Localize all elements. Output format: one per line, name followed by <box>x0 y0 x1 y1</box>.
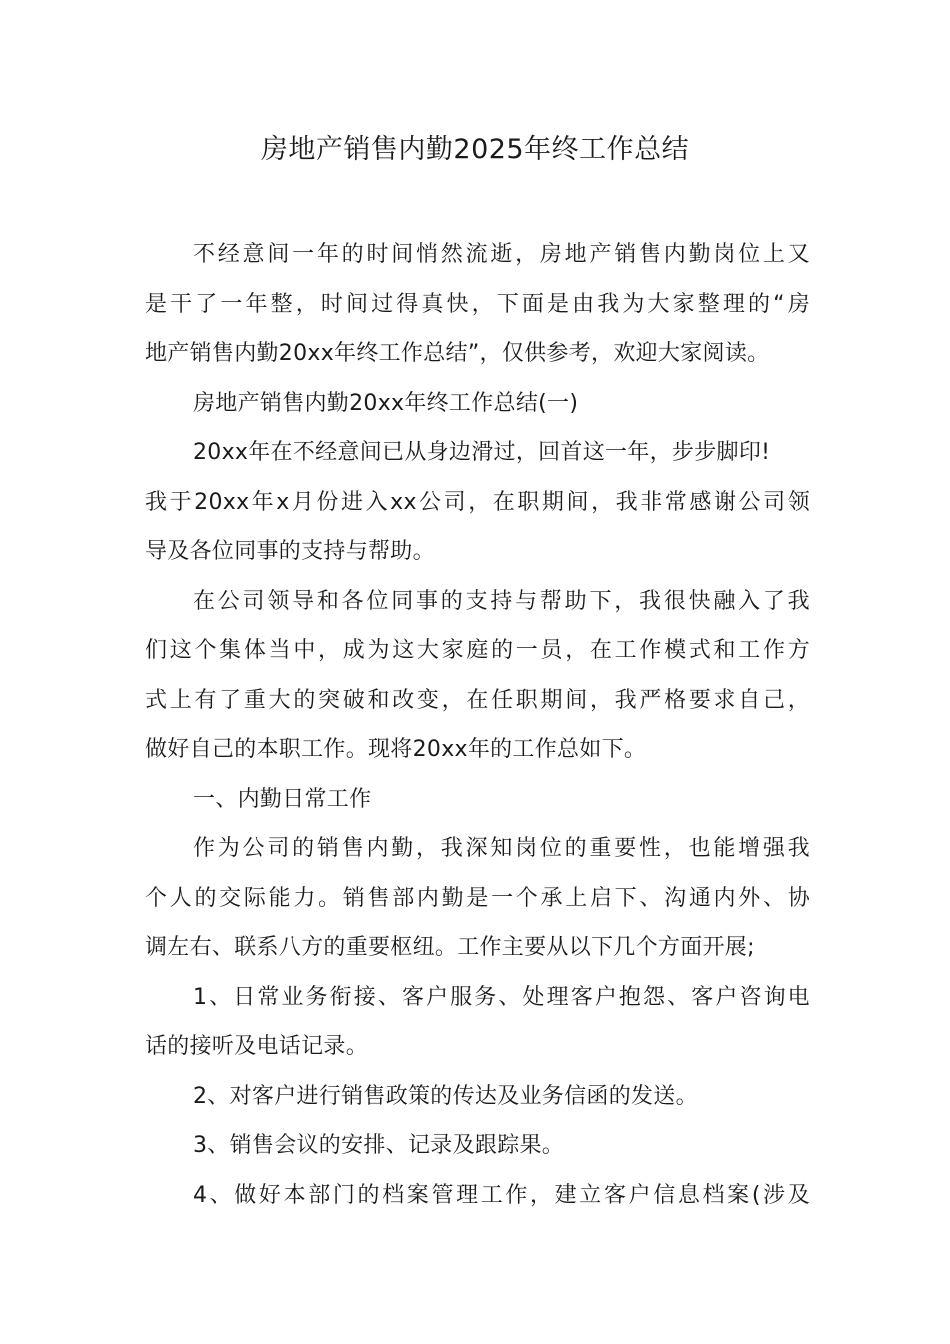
paragraph-line: 我于20xx年x月份进入xx公司，在职期间，我非常感谢公司领 <box>145 489 810 515</box>
paragraph-line: 调左右、联系八方的重要枢纽。工作主要从以下几个方面开展; <box>145 935 755 960</box>
paragraph-line: 个人的交际能力。销售部内勤是一个承上启下、沟通内外、协 <box>145 885 810 911</box>
list-item-line: 4、做好本部门的档案管理工作，建立客户信息档案(涉及 <box>193 1182 810 1208</box>
section-heading: 一、内勤日常工作 <box>193 786 372 812</box>
paragraph-line: 20xx年在不经意间已从身边滑过，回首这一年，步步脚印! <box>193 440 771 465</box>
paragraph-line: 是干了一年整，时间过得真快，下面是由我为大家整理的“房 <box>145 291 810 317</box>
paragraph-line: 在公司领导和各位同事的支持与帮助下，我很快融入了我 <box>193 588 810 614</box>
document-title: 房地产销售内勤2025年终工作总结 <box>260 134 690 165</box>
section-heading: 房地产销售内勤20xx年终工作总结(一) <box>193 390 579 416</box>
list-item-line: 2、对客户进行销售政策的传达及业务信函的发送。 <box>193 1083 698 1109</box>
list-item-line: 1、日常业务衔接、客户服务、处理客户抱怨、客户咨询电 <box>193 984 810 1010</box>
paragraph-line: 地产销售内勤20xx年终工作总结”，仅供参考，欢迎大家阅读。 <box>145 341 770 366</box>
paragraph-line: 导及各位同事的支持与帮助。 <box>145 539 435 564</box>
paragraph-line: 不经意间一年的时间悄然流逝，房地产销售内勤岗位上又 <box>193 242 810 267</box>
document-body <box>145 230 810 1220</box>
paragraph-line: 做好自己的本职工作。现将20xx年的工作总如下。 <box>145 737 647 762</box>
paragraph-line: 作为公司的销售内勤，我深知岗位的重要性，也能增强我 <box>193 836 810 861</box>
paragraph-line: 式上有了重大的突破和改变，在任职期间，我严格要求自己， <box>145 687 810 713</box>
paragraph-line: 们这个集体当中，成为这大家庭的一员，在工作模式和工作方 <box>145 638 810 663</box>
list-item-line: 3、销售会议的安排、记录及跟踪果。 <box>193 1133 565 1158</box>
list-item-line: 话的接听及电话记录。 <box>145 1034 369 1059</box>
